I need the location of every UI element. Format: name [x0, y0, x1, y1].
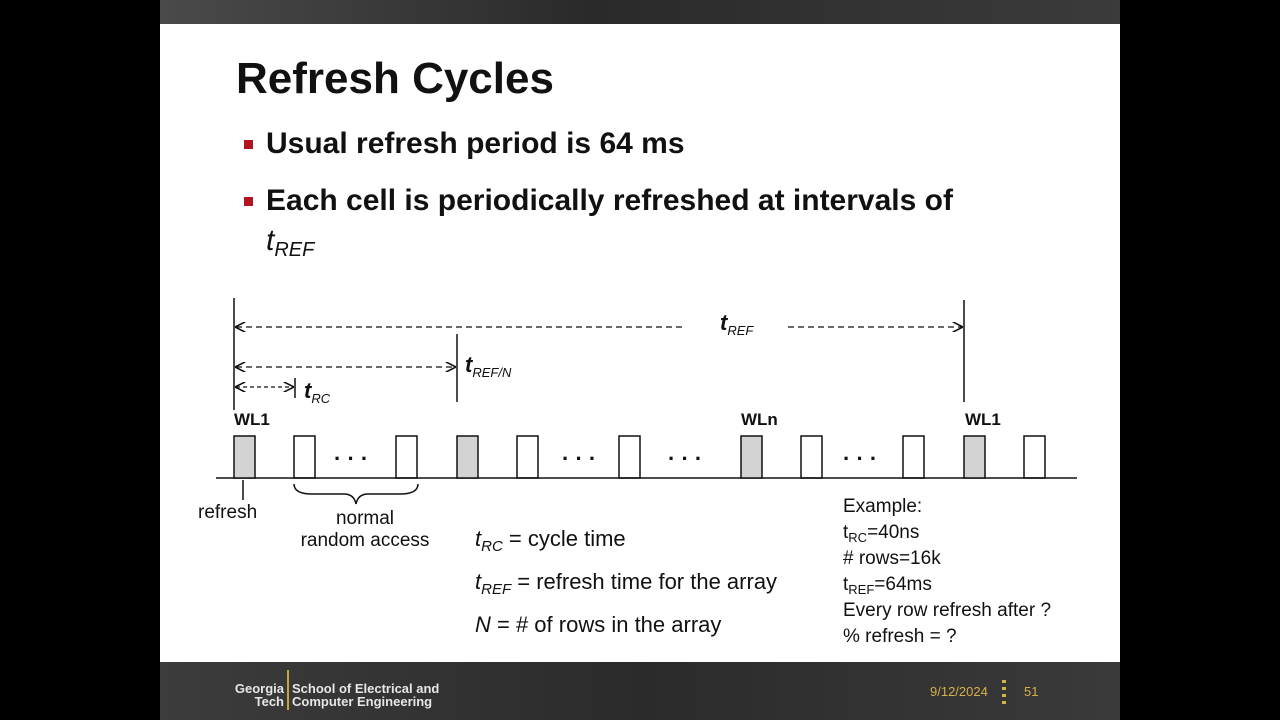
ellipsis: · · · — [334, 446, 369, 471]
bullet-text: Usual refresh period is 64 ms — [266, 127, 685, 160]
access-pulse — [619, 436, 640, 478]
ellipsis: · · · — [843, 446, 878, 471]
access-pulse — [396, 436, 417, 478]
example-block — [843, 494, 1051, 649]
trc-label: $t_{RC}$ — [304, 378, 331, 406]
wl1-label: WL1 — [234, 410, 270, 429]
legend-item-n: N = # of rows in the array — [475, 612, 722, 637]
example-tref: $t_{REF}=64ms$ — [843, 573, 932, 597]
bullet-text: Each cell is periodically refreshed at intervals of — [266, 184, 953, 217]
ellipsis: · · · — [562, 446, 597, 471]
example-trc: $t_{RC}=40ns$ — [843, 521, 920, 545]
access-pulse — [1024, 436, 1045, 478]
logo-divider — [287, 670, 289, 710]
example-question-2: % refresh = ? — [843, 625, 957, 647]
footer-separator — [1002, 680, 1006, 708]
normal-access-caption: normal random access — [300, 508, 430, 551]
tref-label: $t_{REF}$ — [720, 310, 754, 338]
wl1-end-label: WL1 — [965, 410, 1001, 429]
access-pulse — [801, 436, 822, 478]
refresh-pulse — [234, 436, 255, 478]
wln-label: WLn — [741, 410, 778, 429]
page-number: 51 — [1024, 684, 1039, 699]
example-heading: Example: — [843, 496, 923, 517]
access-pulse — [903, 436, 924, 478]
slide-date: 9/12/2024 — [930, 684, 988, 699]
access-pulse — [294, 436, 315, 478]
refresh-pulse — [457, 436, 478, 478]
refresh-pulse — [741, 436, 762, 478]
legend-item-trc: $t_{RC}$ = cycle time — [475, 526, 626, 555]
access-pulse — [517, 436, 538, 478]
gt-wordmark: Georgia Tech — [234, 681, 284, 709]
refresh-caption: refresh — [198, 502, 258, 523]
access-brace — [294, 484, 418, 504]
slide-title: Refresh Cycles — [236, 54, 554, 103]
tref-symbol: $t_{REF}$ — [266, 224, 315, 261]
ellipsis: · · · — [668, 446, 703, 471]
example-rows: # rows=16k — [843, 548, 941, 569]
example-question-1: Every row refresh after ? — [843, 600, 1052, 621]
refresh-pulse — [964, 436, 985, 478]
legend-item-tref: $t_{REF}$ = refresh time for the array — [475, 569, 778, 598]
trefn-label: $t_{REF/N}$ — [465, 352, 512, 380]
school-name: School of Electrical and Computer Engineering — [292, 681, 440, 709]
